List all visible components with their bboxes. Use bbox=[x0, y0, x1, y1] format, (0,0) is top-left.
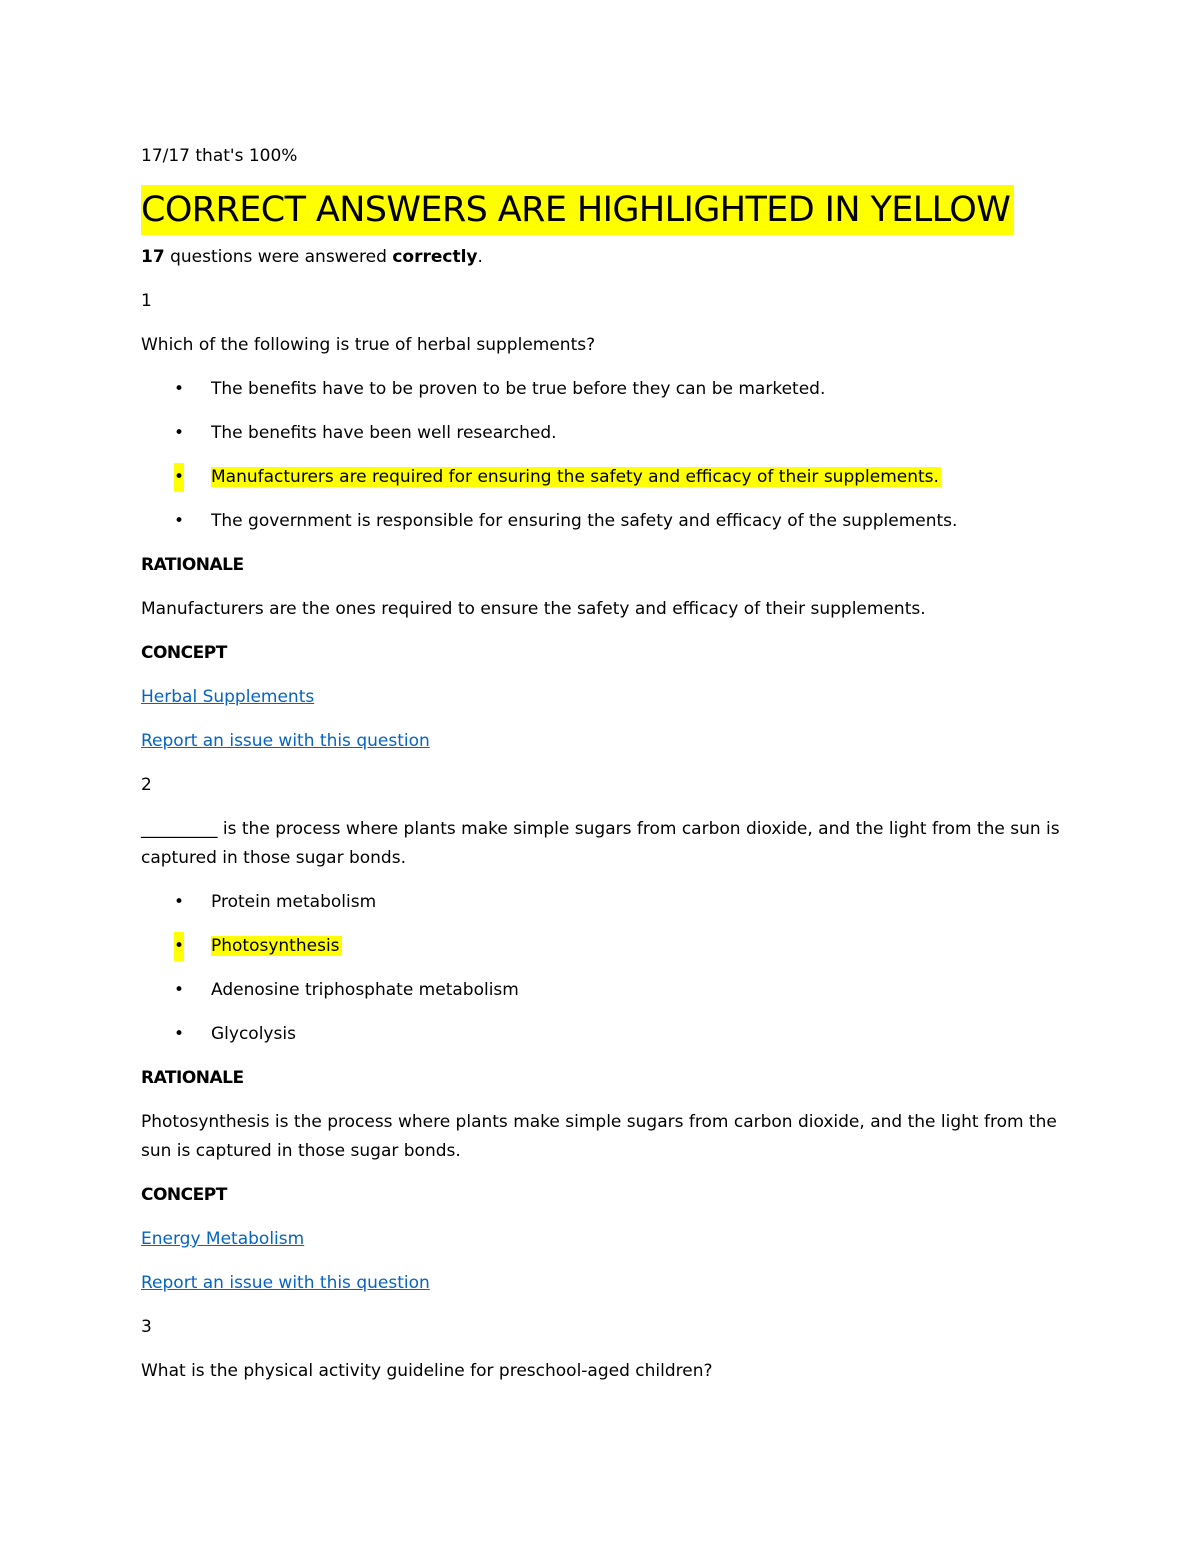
answer-options bbox=[141, 888, 1061, 1049]
answer-option-text: The benefits have to be proven to be true before they can be marketed. bbox=[211, 379, 826, 399]
answer-option-text: Adenosine triphosphate metabolism bbox=[211, 980, 519, 1000]
answer-option bbox=[141, 888, 1061, 917]
bullet-icon: • bbox=[174, 980, 185, 1000]
bullet-icon: • bbox=[174, 379, 185, 399]
question-block-3 bbox=[141, 1313, 1061, 1386]
question-block-1 bbox=[141, 287, 1061, 756]
answer-options bbox=[141, 375, 1061, 536]
question-prompt: What is the physical activity guideline for preschool-aged children? bbox=[141, 1361, 713, 1381]
summary-bold-word: correctly bbox=[392, 247, 478, 267]
bullet-icon: • bbox=[174, 423, 185, 443]
report-issue-link[interactable]: Report an issue with this question bbox=[141, 1273, 430, 1293]
question-number: 1 bbox=[141, 291, 152, 311]
question-number: 2 bbox=[141, 775, 152, 795]
answer-option-text: Photosynthesis bbox=[211, 936, 340, 956]
summary-line bbox=[141, 243, 1061, 272]
answer-option bbox=[141, 419, 1061, 448]
summary-count: 17 bbox=[141, 247, 165, 267]
question-prompt: _________ is the process where plants make simple sugars from carbon dioxide, and the light from the sun is captured in those sugar bonds. bbox=[141, 819, 1060, 868]
concept-link[interactable]: Energy Metabolism bbox=[141, 1229, 305, 1249]
concept-link[interactable]: Herbal Supplements bbox=[141, 687, 315, 707]
answer-option bbox=[141, 1020, 1061, 1049]
question-block-2 bbox=[141, 771, 1061, 1298]
answer-option bbox=[141, 507, 1061, 536]
summary-end: . bbox=[477, 247, 483, 267]
answer-option bbox=[141, 976, 1061, 1005]
rationale-text: Photosynthesis is the process where plants make simple sugars from carbon dioxide, and the light from the sun is captured in those sugar bonds. bbox=[141, 1112, 1057, 1161]
answer-option bbox=[141, 375, 1061, 404]
rationale-heading: RATIONALE bbox=[141, 1068, 244, 1088]
rationale-heading: RATIONALE bbox=[141, 555, 244, 575]
answer-option-correct bbox=[141, 932, 1061, 961]
document-content bbox=[141, 142, 1061, 1401]
question-prompt: Which of the following is true of herbal supplements? bbox=[141, 335, 596, 355]
score-line: 17/17 that's 100% bbox=[141, 146, 298, 166]
answer-option-text: Glycolysis bbox=[211, 1024, 296, 1044]
answer-option-correct bbox=[141, 463, 1061, 492]
report-issue-link[interactable]: Report an issue with this question bbox=[141, 731, 430, 751]
bullet-icon: • bbox=[174, 511, 185, 531]
rationale-text: Manufacturers are the ones required to ensure the safety and efficacy of their supplements. bbox=[141, 599, 926, 619]
bullet-icon: • bbox=[174, 1024, 185, 1044]
answer-option-text: Protein metabolism bbox=[211, 892, 377, 912]
summary-text: questions were answered bbox=[164, 247, 393, 267]
bullet-icon: • bbox=[174, 932, 184, 961]
concept-heading: CONCEPT bbox=[141, 1185, 227, 1205]
bullet-icon: • bbox=[174, 892, 185, 912]
highlight-instruction-banner: CORRECT ANSWERS ARE HIGHLIGHTED IN YELLOW bbox=[141, 185, 1014, 235]
bullet-icon: • bbox=[174, 463, 184, 492]
answer-option-text: The government is responsible for ensuring the safety and efficacy of the supplements. bbox=[211, 511, 958, 531]
answer-option-text: The benefits have been well researched. bbox=[211, 423, 557, 443]
answer-option-text: Manufacturers are required for ensuring the safety and efficacy of their supplements. bbox=[211, 467, 939, 487]
question-number: 3 bbox=[141, 1317, 152, 1337]
concept-heading: CONCEPT bbox=[141, 643, 227, 663]
